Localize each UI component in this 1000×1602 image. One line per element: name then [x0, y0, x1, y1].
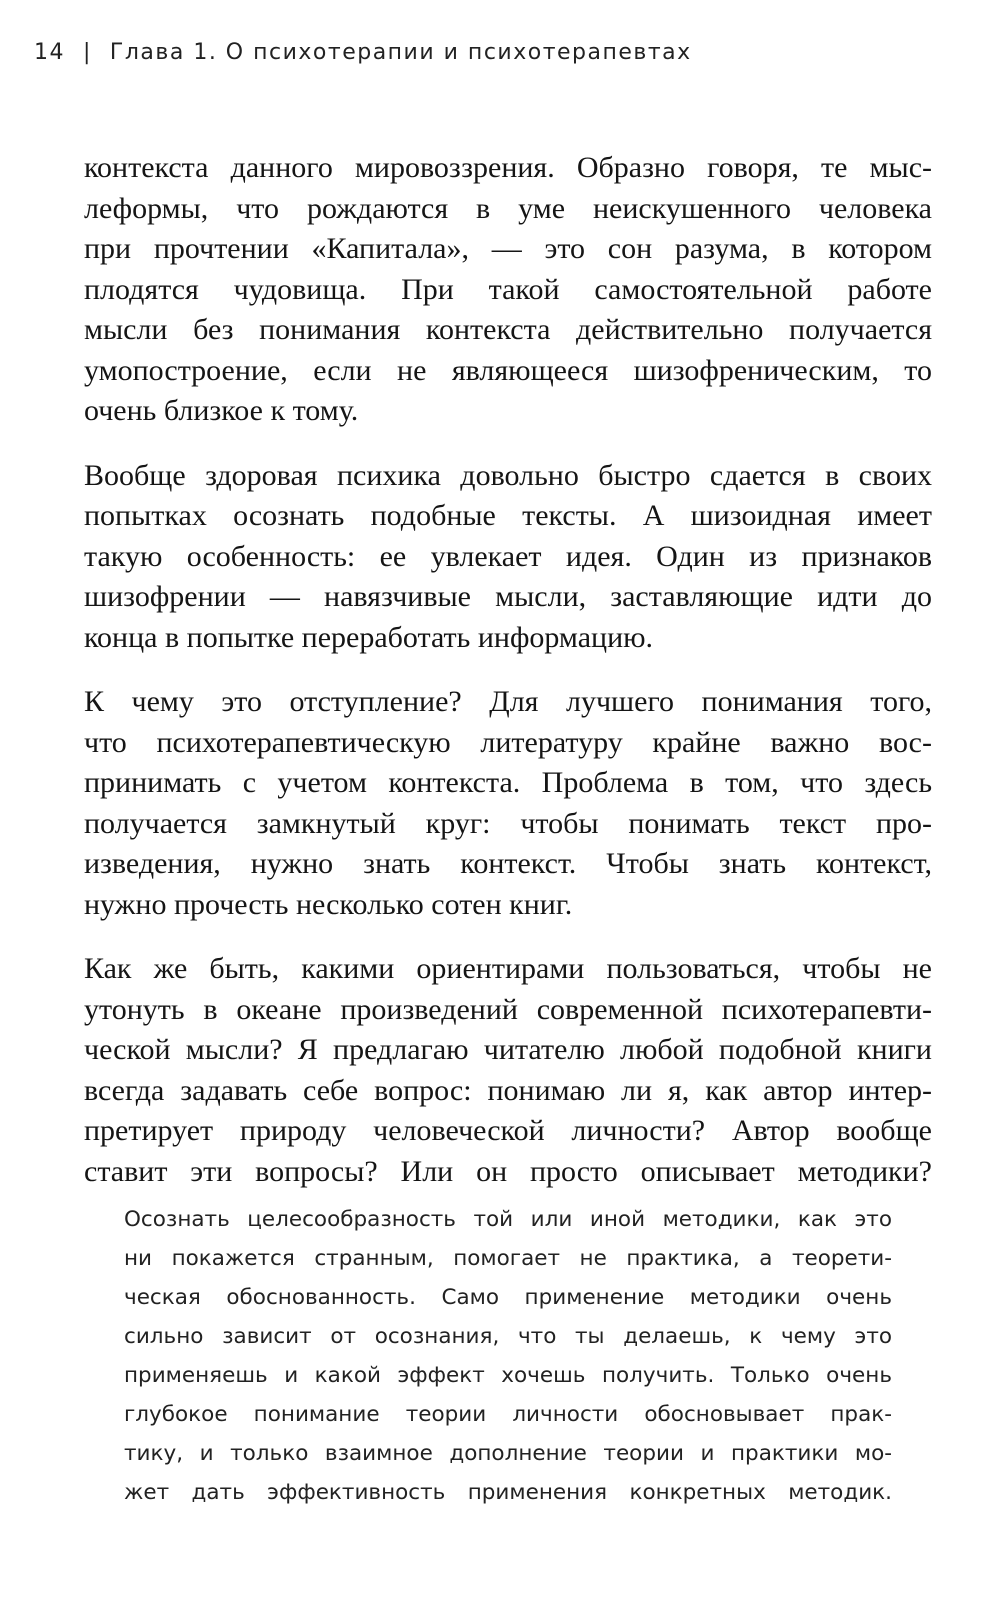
text-line: очень близкое к тому.	[84, 394, 359, 427]
chapter-title: Глава 1. О психотерапии и психотерапевтах	[109, 40, 692, 65]
text-line: такую особенность: ее увлекает идея. Один из признаков	[84, 539, 932, 573]
text-line: претирует природу человеческой личности? Автор вообще	[84, 1114, 932, 1147]
running-header	[34, 40, 692, 65]
text-line: получается замкнутый круг: чтобы понимать текст про-	[84, 806, 932, 840]
note-line: ческая обоснованность. Само применение методики очень	[124, 1285, 892, 1310]
main-text	[84, 148, 932, 1216]
text-line: мысли без понимания контекста действительно получается	[84, 313, 932, 346]
text-line: умопостроение, если не являющееся шизофреническим, то	[84, 353, 932, 387]
text-line: нужно прочесть несколько сотен книг.	[84, 887, 573, 921]
text-line: К чему это отступление? Для лучшего понимания того,	[84, 685, 932, 718]
text-line: всегда задавать себе вопрос: понимаю ли я, как автор интер-	[84, 1073, 932, 1107]
text-line: изведения, нужно знать контекст. Чтобы знать контекст,	[84, 847, 932, 880]
text-line: Вообще здоровая психика довольно быстро сдается в своих	[84, 458, 932, 492]
text-line: плодятся чудовища. При такой самостоятельной работе	[84, 272, 932, 306]
note-line: ни покажется странным, помогает не практика, а теорети-	[124, 1246, 892, 1271]
text-line: при прочтении «Капитала», — это сон разума, в котором	[84, 232, 932, 265]
text-line: конца в попытке переработать информацию.	[84, 620, 654, 654]
paragraph-3	[84, 682, 932, 925]
text-line: контекста данного мировоззрения. Образно говоря, те мыс-	[84, 151, 932, 184]
text-line: шизофрении — навязчивые мысли, заставляющие идти до	[84, 580, 932, 613]
note-line: глубокое понимание теории личности обосновывает прак-	[124, 1402, 892, 1427]
paragraph-2	[84, 456, 932, 659]
text-line: утонуть в океане произведений современной психотерапевти-	[84, 992, 932, 1026]
text-line: ставит эти вопросы? Или он просто описывает методики?	[84, 1154, 932, 1188]
note-line: сильно зависит от осознания, что ты делаешь, к чему это	[124, 1324, 892, 1349]
text-line: леформы, что рождаются в уме неискушенного человека	[84, 191, 932, 225]
paragraph-1	[84, 148, 932, 432]
note-line: жет дать эффективность применения конкретных методик.	[124, 1480, 892, 1505]
note-line: тику, и только взаимное дополнение теории и практики мо-	[124, 1441, 892, 1466]
text-line: ческой мысли? Я предлагаю читателю любой подобной книги	[84, 1033, 932, 1066]
text-line: попытках осознать подобные тексты. А шизоидная имеет	[84, 499, 932, 532]
note-line: Осознать целесообразность той или иной методики, как это	[124, 1207, 892, 1232]
text-line: что психотерапевтическую литературу крайне важно вос-	[84, 725, 932, 759]
text-line: Как же быть, какими ориентирами пользоваться, чтобы не	[84, 952, 932, 985]
header-separator: |	[83, 40, 92, 65]
note-line: применяешь и какой эффект хочешь получить. Только очень	[124, 1363, 892, 1388]
paragraph-4	[84, 949, 932, 1192]
sidebar-note	[124, 1200, 892, 1512]
page-number: 14	[34, 40, 65, 65]
text-line: принимать с учетом контекста. Проблема в том, что здесь	[84, 766, 932, 799]
